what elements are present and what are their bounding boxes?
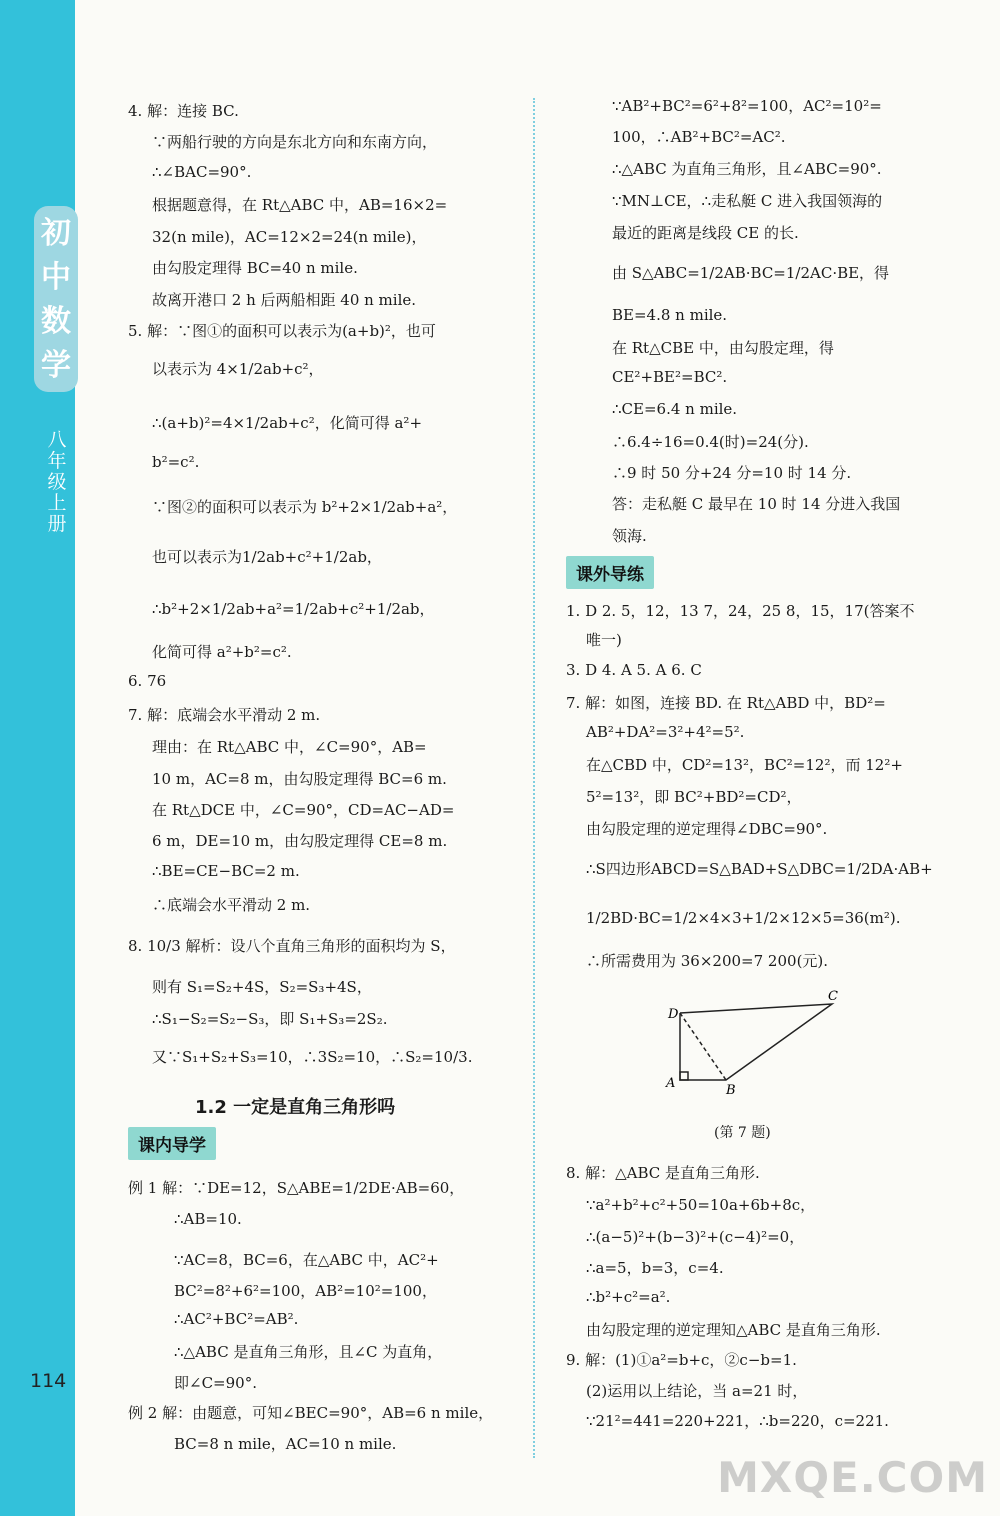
text-line: 由勾股定理的逆定理知△ABC 是直角三角形.	[586, 1321, 881, 1339]
text-line: ∴S四边形ABCD=S△BAD+S△DBC=1/2DA·AB+	[586, 860, 933, 878]
text-line: 故离开港口 2 h 后两船相距 40 n mile.	[152, 291, 417, 309]
page-number: 114	[30, 1370, 67, 1392]
text-line: (2)运用以上结论，当 a=21 时，	[586, 1382, 808, 1400]
text-line: 10 m，AC=8 m，由勾股定理得 BC=6 m.	[152, 770, 447, 788]
text-line: ∴△ABC 是直角三角形，且∠C 为直角，	[174, 1343, 443, 1361]
text-line: 以表示为 4×1/2ab+c²，	[152, 360, 324, 378]
text-line: ∴AC²+BC²=AB².	[174, 1310, 299, 1328]
figure-label: D	[668, 1007, 679, 1022]
text-line: 6. 76	[128, 672, 167, 690]
text-line: ∵21²=441=220+221，∴b=220，c=221.	[586, 1412, 889, 1430]
text-line: 5. 解：∵图①的面积可以表示为(a+b)²，也可	[128, 322, 436, 340]
text-line: 7. 解：底端会水平滑动 2 m.	[128, 706, 321, 724]
text-line: ∵AC=8，BC=6，在△ABC 中，AC²+	[174, 1251, 439, 1269]
text-line: 理由：在 Rt△ABC 中，∠C=90°，AB=	[152, 738, 427, 756]
side-band	[0, 0, 75, 1516]
text-line: 又∵S₁+S₂+S₃=10，∴3S₂=10，∴S₂=10/3.	[152, 1048, 473, 1066]
text-line: 例 1 解：∵DE=12，S△ABE=1/2DE·AB=60，	[128, 1179, 465, 1197]
text-line: ∵AB²+BC²=6²+8²=100，AC²=10²=	[612, 97, 882, 115]
text-line: 化简可得 a²+b²=c².	[152, 643, 292, 661]
text-line: 在 Rt△CBE 中，由勾股定理，得	[612, 339, 834, 357]
text-line: 在△CBD 中，CD²=13²，BC²=12²，而 12²+	[586, 756, 903, 774]
text-line: ∴9 时 50 分+24 分=10 时 14 分.	[612, 464, 852, 482]
text-line: BC²=8²+6²=100，AB²=10²=100，	[174, 1282, 437, 1300]
text-line: ∴(a−5)²+(b−3)²+(c−4)²=0，	[586, 1228, 805, 1246]
text-line: 1. D 2. 5，12，13 7，24，25 8，15，17(答案不	[566, 602, 915, 620]
figure-label: C	[828, 989, 838, 1004]
watermark: MXQE.COM	[717, 1453, 988, 1502]
text-line: 8. 解：△ABC 是直角三角形.	[566, 1164, 760, 1182]
subject-label: 初中数学	[41, 216, 71, 383]
text-line: ∴∠BAC=90°.	[152, 163, 252, 181]
text-line: 即∠C=90°.	[174, 1374, 257, 1392]
text-line: 32(n mile)，AC=12×2=24(n mile)，	[152, 228, 427, 246]
text-line: 8. 10/3 解析：设八个直角三角形的面积均为 S，	[128, 937, 456, 955]
text-line: BC=8 n mile，AC=10 n mile.	[174, 1435, 397, 1453]
text-line: ∵图②的面积可以表示为 b²+2×1/2ab+a²，	[152, 498, 458, 516]
text-line: ∴b²+2×1/2ab+a²=1/2ab+c²+1/2ab，	[152, 600, 435, 618]
figure-q7	[660, 988, 850, 1098]
text-line: BE=4.8 n mile.	[612, 306, 728, 324]
text-line: ∴底端会水平滑动 2 m.	[152, 896, 311, 914]
text-line: 根据题意得，在 Rt△ABC 中，AB=16×2=	[152, 196, 448, 214]
text-line: 5²=13²，即 BC²+BD²=CD²，	[586, 788, 802, 806]
text-line: ∴(a+b)²=4×1/2ab+c²，化简可得 a²+	[152, 414, 423, 432]
column-divider	[533, 98, 535, 1458]
text-line: ∴b²+c²=a².	[586, 1288, 671, 1306]
text-line: AB²+DA²=3²+4²=5².	[586, 723, 745, 741]
text-line: b²=c².	[152, 453, 200, 471]
text-line: ∴BE=CE−BC=2 m.	[152, 862, 300, 880]
section-title: 1.2 一定是直角三角形吗	[195, 1097, 396, 1118]
subject-tag	[34, 206, 78, 392]
text-line: 最近的距离是线段 CE 的长.	[612, 224, 799, 242]
text-line: ∴6.4÷16=0.4(时)=24(分).	[612, 433, 809, 451]
figure-label: B	[726, 1083, 736, 1098]
figure-caption: (第 7 题)	[714, 1125, 771, 1141]
text-line: 6 m，DE=10 m，由勾股定理得 CE=8 m.	[152, 832, 448, 850]
text-line: 3. D 4. A 5. A 6. C	[566, 661, 702, 679]
text-line: 9. 解：(1)①a²=b+c，②c−b=1.	[566, 1351, 797, 1369]
text-line: 在 Rt△DCE 中，∠C=90°，CD=AC−AD=	[152, 801, 455, 819]
text-line: 4. 解：连接 BC.	[128, 102, 239, 120]
text-line: 由 S△ABC=1/2AB·BC=1/2AC·BE，得	[612, 264, 890, 282]
figure-label: A	[666, 1076, 676, 1091]
text-line: 则有 S₁=S₂+4S，S₂=S₃+4S，	[152, 978, 372, 996]
text-line: 唯一)	[586, 631, 622, 649]
text-line: 100，∴AB²+BC²=AC².	[612, 128, 786, 146]
text-line: ∴S₁−S₂=S₂−S₃，即 S₁+S₃=2S₂.	[152, 1010, 388, 1028]
outside-tag: 课外导练	[566, 556, 654, 589]
quadrilateral	[680, 1004, 832, 1080]
text-line: ∴AB=10.	[174, 1210, 242, 1228]
text-line: ∵a²+b²+c²+50=10a+6b+8c，	[586, 1196, 816, 1214]
text-line: 由勾股定理的逆定理得∠DBC=90°.	[586, 820, 828, 838]
text-line: 也可以表示为1/2ab+c²+1/2ab，	[152, 548, 382, 566]
text-line: ∴a=5，b=3，c=4.	[586, 1259, 724, 1277]
text-line: 答：走私艇 C 最早在 10 时 14 分进入我国	[612, 495, 901, 513]
text-line: 1/2BD·BC=1/2×4×3+1/2×12×5=36(m²).	[586, 909, 901, 927]
grade-label: 八年级上册	[47, 429, 67, 535]
text-line: 由勾股定理得 BC=40 n mile.	[152, 259, 358, 277]
text-line: ∴所需费用为 36×200=7 200(元).	[586, 952, 829, 970]
text-line: CE²+BE²=BC².	[612, 368, 728, 386]
text-line: 领海.	[612, 527, 647, 545]
text-line: ∴△ABC 为直角三角形，且∠ABC=90°.	[612, 160, 882, 178]
text-line: ∴CE=6.4 n mile.	[612, 400, 738, 418]
text-line: 7. 解：如图，连接 BD. 在 Rt△ABD 中，BD²=	[566, 694, 886, 712]
text-line: ∵两船行驶的方向是东北方向和东南方向，	[152, 133, 438, 151]
text-line: 例 2 解：由题意，可知∠BEC=90°，AB=6 n mile，	[128, 1404, 494, 1422]
text-line: ∵MN⊥CE，∴走私艇 C 进入我国领海的	[612, 192, 883, 210]
in-class-tag: 课内导学	[128, 1127, 216, 1160]
